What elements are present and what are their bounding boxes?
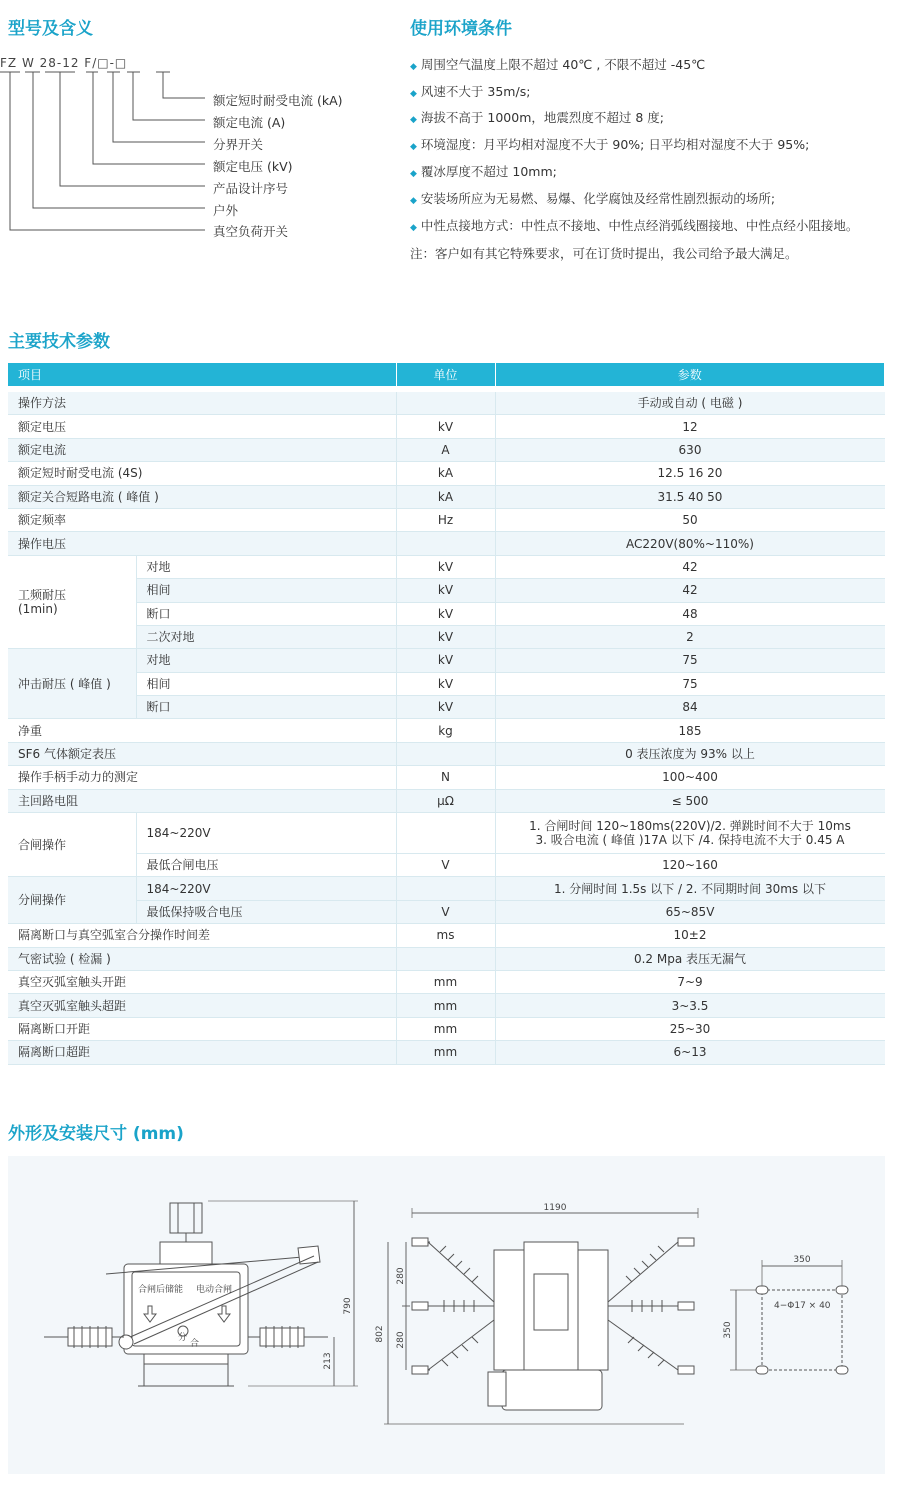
cell-unit [396, 742, 495, 765]
cell-value: 75 [495, 649, 885, 672]
table-row [8, 579, 885, 602]
cell-item: 额定电流 [8, 438, 396, 461]
table-row [8, 555, 885, 578]
cell-item: SF6 气体额定表压 [8, 742, 396, 765]
cell-unit [396, 392, 495, 415]
table-row [8, 970, 885, 993]
model-label-outdoor: 户外 [213, 203, 239, 218]
cell-item: 额定电压 [8, 415, 396, 438]
dimensions-title: 外形及安装尺寸 (mm) [8, 1124, 184, 1144]
cell-group: 分闸操作 [8, 877, 136, 924]
table-row [8, 742, 885, 765]
specs-title: 主要技术参数 [8, 332, 110, 352]
cell-unit: V [396, 854, 495, 877]
model-label-rated-voltage: 额定电压 (kV) [213, 159, 293, 174]
cell-value: 2 [495, 625, 885, 648]
table-row [8, 877, 885, 900]
spec-table [8, 363, 885, 1065]
cell-unit: kV [396, 555, 495, 578]
header-param: 参数 [495, 363, 885, 386]
cell-sub: 对地 [136, 649, 396, 672]
cell-sub: 相间 [136, 672, 396, 695]
side-pitch-2-label: 280 [396, 1331, 406, 1349]
cell-item: 真空灭弧室触头开距 [8, 970, 396, 993]
cell-value: 65~85V [495, 900, 885, 923]
dimension-drawings [8, 1156, 885, 1474]
cell-value: ≤ 500 [495, 789, 885, 812]
cell-value: 120~160 [495, 854, 885, 877]
cell-unit [396, 813, 495, 854]
cell-sub: 对地 [136, 555, 396, 578]
cell-value: 75 [495, 672, 885, 695]
mount-height-label: 350 [723, 1321, 733, 1339]
cell-unit: N [396, 766, 495, 789]
table-row [8, 924, 885, 947]
env-item: ◆ 安装场所应为无易燃、易爆、化学腐蚀及经常性剧烈振动的场所; [410, 191, 776, 206]
cell-value: 7~9 [495, 970, 885, 993]
header-item: 项目 [8, 363, 396, 386]
table-row [8, 392, 885, 415]
env-item: ◆ 环境湿度：月平均相对湿度不大于 90%; 日平均相对湿度不大于 95%; [410, 137, 810, 152]
cell-value: 1. 分闸时间 1.5s 以下 / 2. 不同期时间 30ms 以下 [495, 877, 885, 900]
dimension-drawing-area [8, 1156, 885, 1474]
table-row [8, 900, 885, 923]
bullet-icon: ◆ [410, 142, 417, 152]
model-label-boundary-switch: 分界开关 [213, 137, 264, 152]
table-row [8, 532, 885, 555]
cell-unit: Hz [396, 508, 495, 531]
side-pitch-1-label: 280 [396, 1267, 406, 1285]
cell-group: 工频耐压 (1min) [8, 555, 136, 649]
cell-group: 冲击耐压 ( 峰值 ) [8, 649, 136, 719]
cell-unit: kV [396, 602, 495, 625]
front-base-label: 213 [323, 1352, 333, 1370]
plate-text-4: 合 [190, 1339, 200, 1349]
cell-value: 10±2 [495, 924, 885, 947]
cell-item: 主回路电阻 [8, 789, 396, 812]
bullet-icon: ◆ [410, 169, 417, 179]
side-view-drawing [384, 1208, 698, 1424]
cell-unit: V [396, 900, 495, 923]
cell-sub: 最低合闸电压 [136, 854, 396, 877]
cell-sub: 断口 [136, 602, 396, 625]
table-row [8, 947, 885, 970]
bullet-icon: ◆ [410, 223, 417, 233]
cell-item: 操作电压 [8, 532, 396, 555]
cell-value: AC220V(80%~110%) [495, 532, 885, 555]
env-item: ◆ 中性点接地方式：中性点不接地、中性点经消弧线圈接地、中性点经小阻接地。 [410, 218, 859, 233]
model-label-vacuum-load-switch: 真空负荷开关 [213, 224, 289, 239]
cell-value: 50 [495, 508, 885, 531]
cell-value: 手动或自动 ( 电磁 ) [495, 392, 885, 415]
cell-unit: ms [396, 924, 495, 947]
cell-value: 6~13 [495, 1041, 885, 1064]
cell-sub: 断口 [136, 696, 396, 719]
cell-value: 84 [495, 696, 885, 719]
cell-unit: kV [396, 649, 495, 672]
cell-item: 隔离断口与真空弧室合分操作时间差 [8, 924, 396, 947]
cell-value: 1. 合闸时间 120~180ms(220V)/2. 弹跳时间不大于 10ms 3. 吸合电流 ( 峰值 )17A 以下 /4. 保持电流不大于 0.45 A [495, 813, 885, 854]
model-label-rated-current: 额定电流 (A) [213, 115, 286, 130]
cell-value: 3~3.5 [495, 994, 885, 1017]
cell-item: 隔离断口开距 [8, 1017, 396, 1040]
cell-item: 气密试验 ( 检漏 ) [8, 947, 396, 970]
table-row [8, 766, 885, 789]
cell-item: 操作手柄手动力的测定 [8, 766, 396, 789]
plate-text-3: 分 [178, 1333, 188, 1343]
cell-sub: 二次对地 [136, 625, 396, 648]
bullet-icon: ◆ [410, 89, 417, 99]
cell-sub: 184~220V [136, 813, 396, 854]
table-row [8, 789, 885, 812]
cell-item: 额定关合短路电流 ( 峰值 ) [8, 485, 396, 508]
mount-width-label: 350 [793, 1255, 811, 1265]
model-code: FZ W 28-12 F/□-□ [0, 56, 128, 70]
cell-unit: A [396, 438, 495, 461]
header-unit: 单位 [396, 363, 495, 386]
table-row [8, 438, 885, 461]
cell-item: 真空灭弧室触头超距 [8, 994, 396, 1017]
cell-unit: mm [396, 1017, 495, 1040]
cell-item: 操作方法 [8, 392, 396, 415]
plate-text-2: 电动合闸 [196, 1285, 233, 1295]
model-label-design-serial: 产品设计序号 [213, 181, 289, 196]
bullet-icon: ◆ [410, 196, 417, 206]
side-width-label: 1190 [543, 1203, 567, 1213]
table-row [8, 719, 885, 742]
cell-item: 净重 [8, 719, 396, 742]
table-header-row [8, 363, 885, 386]
cell-group: 合闸操作 [8, 813, 136, 877]
table-row [8, 696, 885, 719]
env-item: ◆ 周围空气温度上限不超过 40℃ , 不限不超过 -45℃ [410, 57, 706, 72]
cell-value: 31.5 40 50 [495, 485, 885, 508]
env-item: ◆ 覆冰厚度不超过 10mm; [410, 164, 557, 179]
model-leader-lines [0, 70, 220, 250]
cell-unit: kV [396, 625, 495, 648]
cell-unit: kg [396, 719, 495, 742]
bullet-icon: ◆ [410, 115, 417, 125]
table-row [8, 485, 885, 508]
table-row [8, 994, 885, 1017]
cell-value: 12.5 16 20 [495, 462, 885, 485]
cell-unit [396, 532, 495, 555]
cell-unit: kV [396, 579, 495, 602]
mount-holes-label: 4−Φ17 × 40 [774, 1301, 831, 1311]
table-row [8, 602, 885, 625]
cell-sub: 184~220V [136, 877, 396, 900]
side-height-label: 802 [375, 1325, 385, 1343]
cell-value: 25~30 [495, 1017, 885, 1040]
cell-unit: mm [396, 970, 495, 993]
cell-unit: mm [396, 1041, 495, 1064]
cell-value: 48 [495, 602, 885, 625]
cell-value: 185 [495, 719, 885, 742]
cell-unit: kV [396, 696, 495, 719]
table-row [8, 415, 885, 438]
cell-unit [396, 947, 495, 970]
table-row [8, 508, 885, 531]
env-item: ◆ 风速不大于 35m/s; [410, 84, 531, 99]
cell-value: 42 [495, 579, 885, 602]
table-row [8, 462, 885, 485]
model-label-short-time-current: 额定短时耐受电流 (kA) [213, 93, 343, 108]
cell-unit: mm [396, 994, 495, 1017]
bullet-icon: ◆ [410, 62, 417, 72]
environment-title: 使用环境条件 [410, 19, 512, 39]
cell-unit: kV [396, 415, 495, 438]
mount-view-drawing [730, 1260, 848, 1374]
env-item: ◆ 海拔不高于 1000m，地震烈度不超过 8 度; [410, 110, 664, 125]
table-row [8, 813, 885, 854]
env-note: 注：客户如有其它特殊要求，可在订货时提出，我公司给予最大满足。 [410, 246, 798, 261]
table-row [8, 1017, 885, 1040]
cell-unit: μΩ [396, 789, 495, 812]
cell-unit [396, 877, 495, 900]
cell-item: 额定频率 [8, 508, 396, 531]
cell-value: 0 表压浓度为 93% 以上 [495, 742, 885, 765]
cell-item: 隔离断口超距 [8, 1041, 396, 1064]
table-row [8, 649, 885, 672]
cell-sub: 最低保持吸合电压 [136, 900, 396, 923]
cell-value: 12 [495, 415, 885, 438]
table-row [8, 625, 885, 648]
cell-value: 100~400 [495, 766, 885, 789]
cell-sub: 相间 [136, 579, 396, 602]
cell-unit: kA [396, 485, 495, 508]
cell-value: 630 [495, 438, 885, 461]
model-title: 型号及含义 [8, 19, 93, 39]
front-height-label: 790 [343, 1297, 353, 1315]
cell-unit: kV [396, 672, 495, 695]
cell-unit: kA [396, 462, 495, 485]
table-row [8, 1041, 885, 1064]
plate-text-1: 合闸后储能 [138, 1285, 184, 1295]
cell-value: 42 [495, 555, 885, 578]
table-row [8, 672, 885, 695]
cell-value: 0.2 Mpa 表压无漏气 [495, 947, 885, 970]
table-row [8, 854, 885, 877]
cell-item: 额定短时耐受电流 (4S) [8, 462, 396, 485]
